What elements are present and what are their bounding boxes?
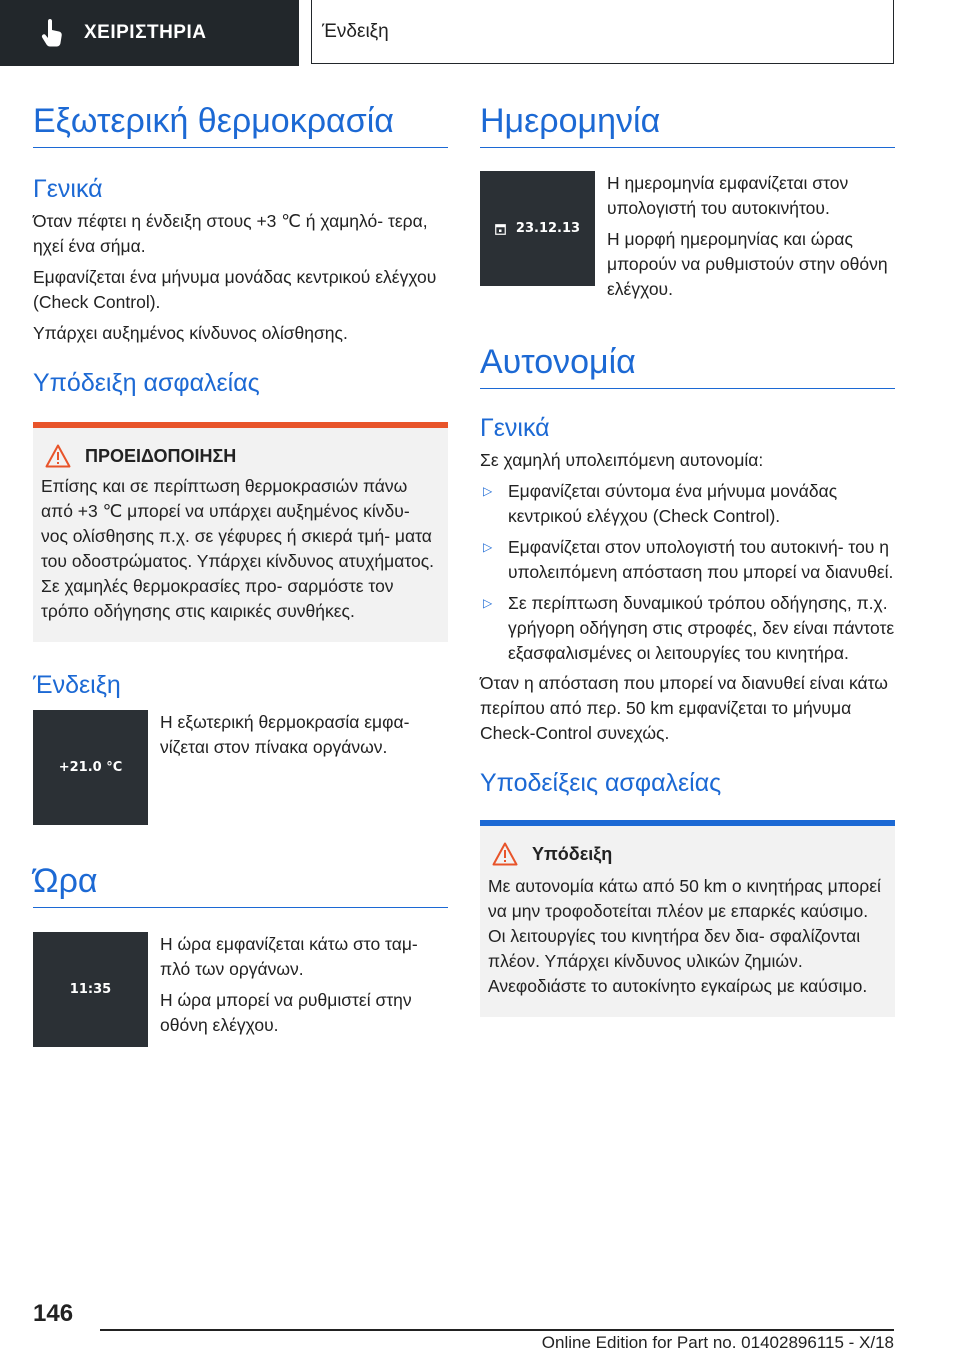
- hand-pointer-icon: [40, 19, 64, 47]
- outside-temp-title: Εξωτερική θερμοκρασία: [33, 95, 448, 148]
- page-footer: [0, 1290, 960, 1362]
- section-label: ΧΕΙΡΙΣΤΗΡΙΑ: [84, 22, 207, 43]
- time-row-text: [160, 932, 448, 1047]
- note-title: Υπόδειξη: [532, 843, 613, 864]
- warning-title: ΠΡΟΕΙΔΟΠΟΙΗΣΗ: [85, 445, 237, 466]
- warning-triangle-icon: [492, 842, 518, 866]
- range-bullet-list: [480, 479, 895, 666]
- display-heading: Ένδειξη: [33, 671, 121, 699]
- outside-temp-para2: Εμφανίζεται ένα μήνυμα μονάδας κεντρικού ελέγχου (Check Control).: [33, 267, 437, 312]
- subsection-tab[interactable]: [311, 0, 894, 64]
- date-thumbnail: [480, 171, 595, 286]
- bullet-triangle-icon: ▷: [483, 596, 493, 610]
- range-para: Όταν η απόσταση που μπορεί να διανυθεί είναι κάτω περίπου από περ. 50 km εμφανίζεται το μήνυμα Check-Control συνεχώς.: [480, 673, 888, 743]
- warning-title-row: [41, 444, 436, 468]
- range-title: Αυτονομία: [480, 336, 895, 389]
- outside-temp-para3: Υπάρχει αυξημένος κίνδυνος ολίσθησης.: [33, 323, 348, 343]
- list-item: ▷ Εμφανίζεται στον υπολογιστή του αυτοκινή‐ του η υπολειπόμενη απόσταση που μπορεί να διανυθεί.: [483, 537, 894, 582]
- bullet-triangle-icon: ▷: [483, 484, 493, 498]
- range-intro: Σε χαμηλή υπολειπόμενη αυτονομία:: [480, 450, 764, 470]
- note-text: Με αυτονομία κάτω από 50 km ο κινητήρας μπορεί να μην τροφοδοτείται πλέον με επαρκές καύσιμο. Οι λειτουργίες του κινητήρα δεν δια‐ σφαλίζονται πλέον. Υπάρχει κίνδυνος υλικών ζημιών. Ανεφοδιάστε το αυτοκίνητο εγκαίρως με καύσιμο.: [488, 876, 881, 996]
- range-general-heading: Γενικά: [480, 414, 550, 442]
- date-title: Ημερομηνία: [480, 95, 895, 148]
- section-tab[interactable]: [0, 0, 299, 66]
- range-safety-heading: Υποδείξεις ασφαλείας: [480, 769, 722, 797]
- page-header: [0, 0, 960, 66]
- time-title: Ώρα: [33, 855, 448, 908]
- subsection-label: Ένδειξη: [322, 20, 389, 42]
- time-thumbnail: [33, 932, 148, 1047]
- outside-temp-para1: Όταν πέφτει η ένδειξη στους +3 ℃ ή χαμηλό‐ τερα, ηχεί ένα σήμα.: [33, 211, 428, 256]
- warning-box: [33, 422, 448, 642]
- warning-text: Επίσης και σε περίπτωση θερμοκρασιών πάνω από +3 ℃ μπορεί να υπάρχει αυξημένος κίνδυ‐ νος ολίσθησης π.χ. σε γέφυρες ή σκιερά τμή‐ ματα του οδοστρώματος. Υπάρχει κίνδυνος ατυχήματος. Σε χαμηλές θερμοκρασίες προ‐ σαρμόστε τον τρόπο οδήγησης στις καιρικές συνθήκες.: [41, 476, 435, 621]
- footer-divider: [100, 1329, 894, 1331]
- list-item: ▷ Εμφανίζεται σύντομα ένα μήνυμα μονάδας κεντρικού ελέγχου (Check Control).: [483, 481, 838, 526]
- date-text2: Η μορφή ημερομηνίας και ώρας μπορούν να ρυθμιστούν στην οθόνη ελέγχου.: [607, 229, 888, 299]
- display-row: [33, 710, 448, 825]
- date-text1: Η ημερομηνία εμφανίζεται στον υπολογιστή του αυτοκινήτου.: [607, 173, 849, 218]
- date-row: [480, 171, 895, 302]
- outside-temp-general-heading: Γενικά: [33, 175, 103, 203]
- bullet-triangle-icon: ▷: [483, 540, 493, 554]
- note-box: [480, 820, 895, 1017]
- time-text1: Η ώρα εμφανίζεται κάτω στο ταμ‐ πλό των οργάνων.: [160, 934, 418, 979]
- date-value: 23.12.13: [515, 221, 581, 236]
- display-text: Η εξωτερική θερμοκρασία εμφα‐ νίζεται στον πίνακα οργάνων.: [160, 712, 410, 757]
- date-row-text: [607, 171, 895, 302]
- left-column: [33, 95, 448, 1047]
- edition-info: Online Edition for Part no. 01402896115 - X/18: [541, 1333, 894, 1352]
- right-column: [480, 95, 895, 1017]
- time-text2: Η ώρα μπορεί να ρυθμιστεί στην οθόνη ελέγχου.: [160, 990, 412, 1035]
- temp-display-value: +21.0 °C: [58, 760, 123, 775]
- list-item: ▷ Σε περίπτωση δυναμικού τρόπου οδήγησης, π.χ. γρήγορη οδήγηση στις στροφές, δεν είναι πάντοτε εξασφαλισμένες οι λειτουργίες του κινητήρα.: [483, 593, 895, 663]
- calendar-icon: [495, 223, 506, 235]
- temp-display-thumbnail: [33, 710, 148, 825]
- page-number: 146: [33, 1300, 74, 1327]
- time-value: 11:35: [69, 982, 112, 997]
- warning-triangle-icon: [45, 444, 71, 468]
- time-row: [33, 932, 448, 1047]
- safety-heading: Υπόδειξη ασφαλείας: [33, 369, 260, 397]
- note-title-row: [488, 842, 883, 866]
- display-row-text: [160, 710, 448, 825]
